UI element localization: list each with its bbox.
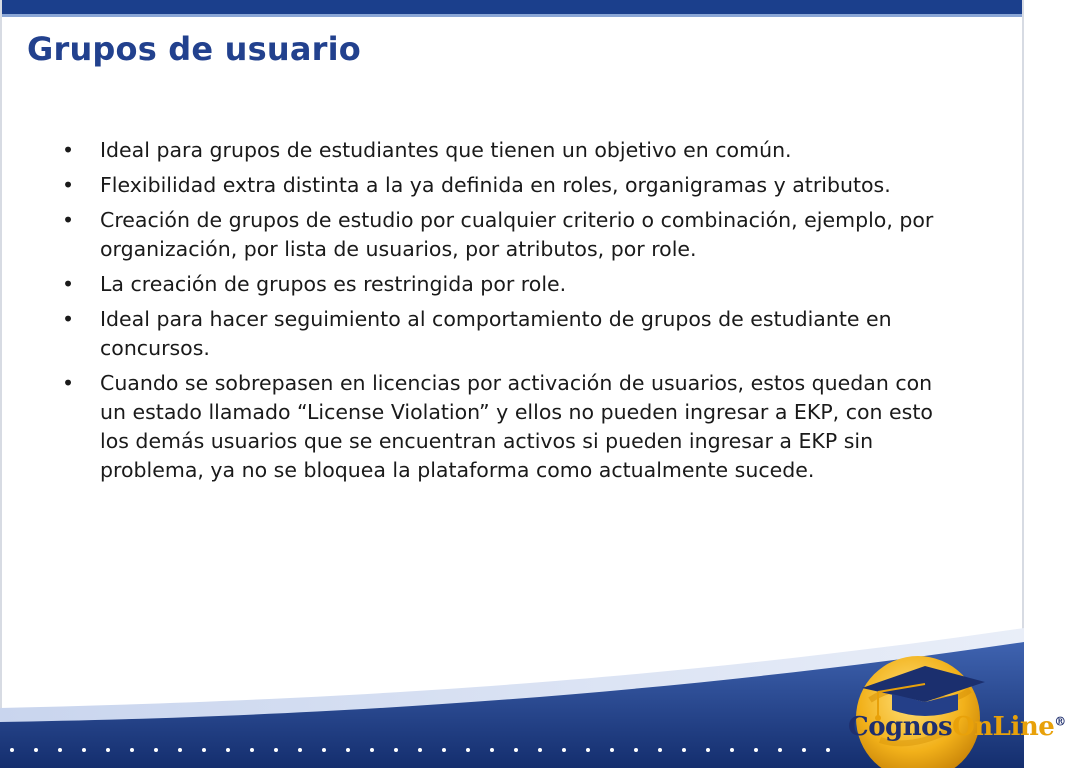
cognos-online-logo [848, 712, 1066, 742]
footer-band [0, 630, 1024, 768]
bullet-text: Creación de grupos de estudio por cualquier criterio o combinación, ejemplo, por organización, por lista de usuarios, por atributos, por role. [100, 208, 934, 261]
bullet-item [62, 206, 942, 264]
bullet-icon: • [62, 307, 75, 331]
bullet-icon: • [62, 173, 75, 197]
bullet-item [62, 369, 942, 485]
slide-title: Grupos de usuario [27, 30, 361, 68]
bullet-list [62, 136, 942, 491]
bullet-text: Cuando se sobrepasen en licencias por activación de usuarios, estos quedan con un estado llamado “License Violation” y ellos no pueden ingresar a EKP, con esto los demás usuarios que se encuentran activos si pueden ingresar a EKP sin problema, ya no se bloquea la plataforma como actualmente sucede. [100, 371, 933, 482]
logo-registered: ® [1054, 714, 1066, 729]
bullet-icon: • [62, 208, 75, 232]
bullet-text: La creación de grupos es restringida por role. [100, 272, 567, 296]
bullet-item [62, 270, 942, 299]
bullet-text: Ideal para grupos de estudiantes que tienen un objetivo en común. [100, 138, 792, 162]
bullet-icon: • [62, 371, 75, 395]
bullet-item [62, 136, 942, 165]
decorative-dots [10, 748, 830, 752]
bullet-item [62, 305, 942, 363]
bullet-text: Ideal para hacer seguimiento al comportamiento de grupos de estudiante en concursos. [100, 307, 892, 360]
bullet-item [62, 171, 942, 200]
bullet-text: Flexibilidad extra distinta a la ya definida en roles, organigramas y atributos. [100, 173, 891, 197]
bullet-icon: • [62, 272, 75, 296]
logo-text-main: Cognos [848, 712, 953, 742]
logo-text-accent: OnLine [952, 712, 1055, 742]
bullet-icon: • [62, 138, 75, 162]
top-bar [0, 0, 1024, 17]
